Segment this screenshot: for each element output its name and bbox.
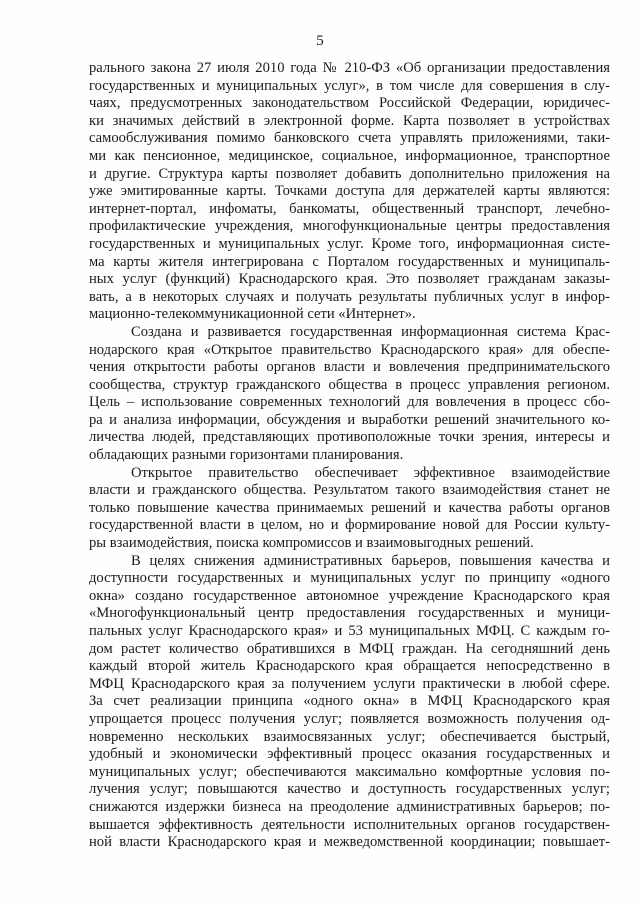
text-line: ры взаимодействия, поиска компромиссов и взаимовыгодных решений. [89,535,534,552]
text-line: самообслуживания помимо банковского счета управлять приложениями, таки- [89,130,610,147]
text-line: ной власти Краснодарского края и межведомственной координации; повышает- [89,834,610,851]
text-line: ки значимых действий в электронной форме. Карта позволяет в устройствах [89,112,610,129]
text-line: новременно нескольких взаимосвязанных услуг; обеспечивается быстрый, [89,728,610,745]
text-line: только повышение качества принимаемых решений и качества работы органов [89,499,610,516]
paragraph [89,60,610,324]
text-line: государственной власти в целом, но и формирование новой для России культу- [89,517,610,534]
text-line: и другие. Структура карты позволяет добавить дополнительно приложения на [89,165,610,182]
text-line: пальных услуг Краснодарского края» и 53 муниципальных МФЦ. С каждым го- [89,623,610,639]
paragraph [89,465,610,553]
text-line: вышается эффективность деятельности исполнительных органов государствен- [89,816,610,833]
text-line: лучения услуг; повышаются качество и доступность государственных услуг; [89,781,610,798]
page-number: 5 [316,33,324,49]
text-line: «Многофункциональный центр предоставления государственных и муници- [89,605,610,622]
text-line: государственных и муниципальных услуг», в том числе для совершения в слу- [89,77,610,94]
text-line: муниципальных услуг; обеспечиваются максимально комфортные условия по- [89,763,610,780]
text-line: Цель – использование современных технологий для вовлечения в процесс сбо- [89,394,610,411]
text-line: ра и анализа информации, обсуждения и выработки решений значительного ко- [89,411,610,428]
text-line: Создана и развивается государственная информационная система Крас- [131,323,610,340]
text-line: ми как пенсионное, медицинское, социальное, информационное, транспортное [89,147,610,164]
body-text [89,60,610,852]
paragraph [89,553,610,852]
text-line: обладающих разными горизонтами планирования. [89,447,404,464]
text-line: государственных и муниципальных услуг. Кроме того, информационная систе- [89,235,610,252]
text-line: доступности государственных и муниципальных услуг по принципу «одного [89,570,610,587]
text-line: власти и гражданского общества. Результатом такого взаимодействия станет не [89,482,610,499]
text-line: чения открытости работы органов власти и вовлечения предпринимательского [89,359,610,376]
text-line: дом растет количество обратившихся в МФЦ граждан. На сегодняшний день [89,640,610,657]
text-line: вать, а в некоторых случаях и получать результаты публичных услуг в инфор- [89,288,610,305]
text-line: упрощается процесс получения услуг; появляется возможность получения од- [89,710,610,727]
text-line: удобный и экономически эффективный процесс оказания государственных и [89,746,610,763]
text-line: окна» создано государственное автономное учреждение Краснодарского края [89,587,610,604]
text-line: уже эмитированные карты. Точками доступа для держателей карты являются: [89,183,610,200]
text-line: МФЦ Краснодарского края за получением услуги практически в любой сфере. [89,675,610,692]
text-line: профилактические учреждения, многофункциональные центры предоставления [89,218,610,235]
text-line: ных услуг (функций) Краснодарского края. Это позволяет гражданам заказы- [89,271,610,288]
text-line: нодарского края «Открытое правительство Краснодарского края» для обеспе- [89,341,610,358]
text-line: личества людей, представляющих противоположные точки зрения, интересы и [89,429,610,446]
text-line: снижаются издержки бизнеса на преодоление административных барьеров; по- [89,798,610,815]
text-line: В целях снижения административных барьеров, повышения качества и [131,552,610,569]
text-line: сообщества, структур гражданского общества в процесс управления регионом. [89,376,610,393]
paragraph [89,324,610,465]
text-line: Открытое правительство обеспечивает эффективное взаимодействие [131,464,610,481]
text-line: чаях, предусмотренных законодательством Российской Федерации, юридичес- [89,95,610,112]
text-line: За счет реализации принципа «одного окна» в МФЦ Краснодарского края [89,693,610,710]
text-line: каждый второй житель Краснодарского края обращается непосредственно в [89,658,610,675]
text-line: интернет-портал, инфоматы, банкоматы, общественный транспорт, лечебно- [89,200,610,217]
text-line: рального закона 27 июля 2010 года № 210-ФЗ «Об организации предоставления [89,60,610,76]
text-line: мационно-телекоммуникационной сети «Интернет». [89,306,416,323]
text-line: ма карты жителя интегрирована с Порталом государственных и муниципаль- [89,253,610,270]
